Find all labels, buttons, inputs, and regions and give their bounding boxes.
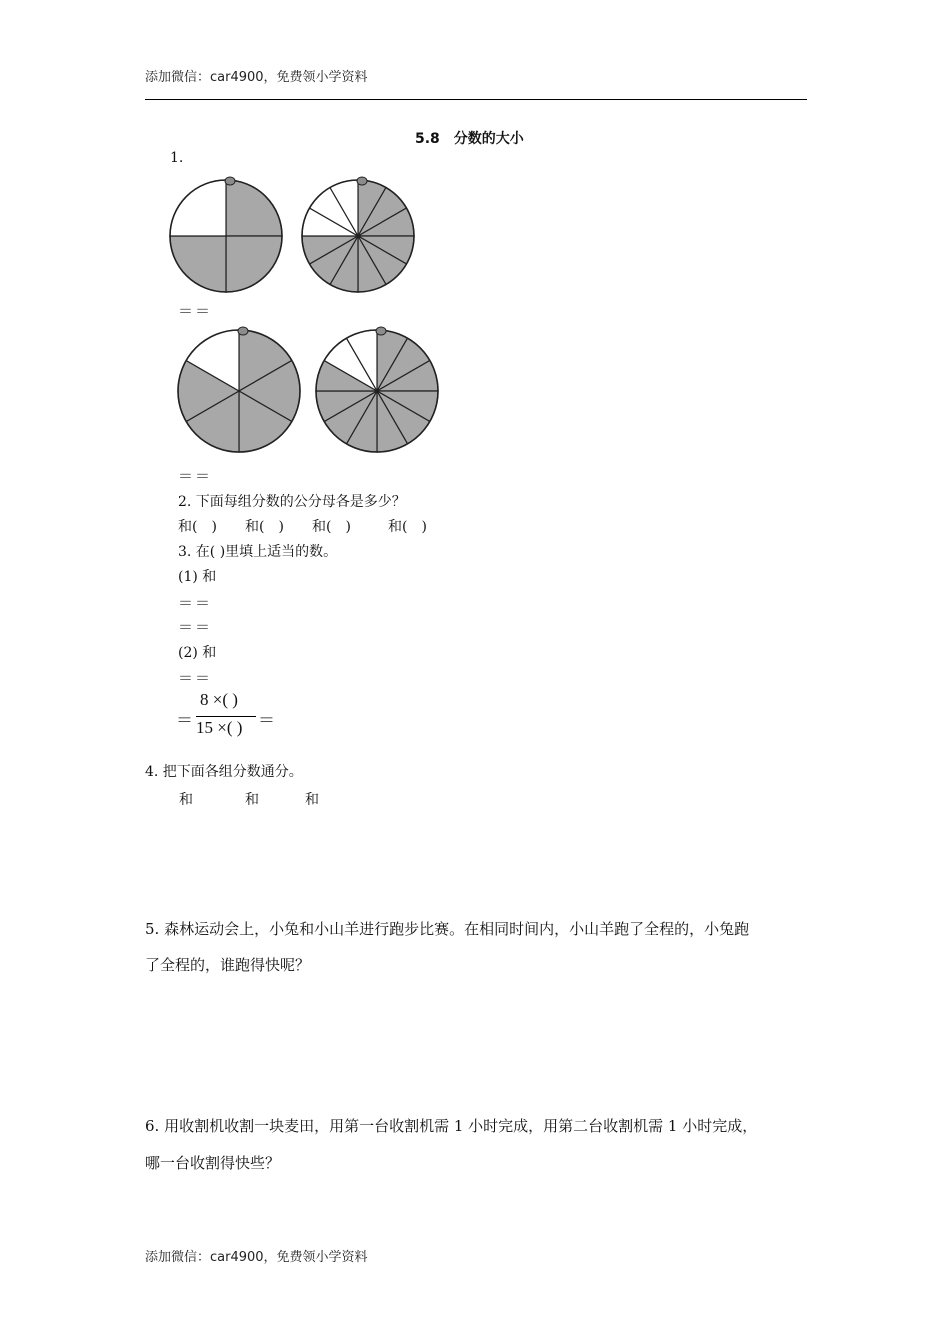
q4-label: 4. 把下面各组分数通分。 xyxy=(145,764,303,780)
q4-item-2: 和 xyxy=(245,792,259,808)
q3-part1: (1) 和 xyxy=(178,569,217,585)
q5-line-2: 了全程的，谁跑得快呢？ xyxy=(145,956,311,974)
fraction-equals-left: ＝ xyxy=(176,711,193,731)
page-header: 添加微信：car4900，免费领小学资料 xyxy=(145,70,368,85)
q1-row1-equals: ＝＝ xyxy=(178,302,213,320)
stem-icon xyxy=(357,177,367,185)
stem-icon xyxy=(376,327,386,335)
pie-circle-1 xyxy=(168,176,284,296)
fraction-numerator: 8 ×( ) xyxy=(200,690,238,709)
fraction-equals-right: ＝ xyxy=(258,711,275,731)
q6-line-1: 6. 用收割机收割一块麦田，用第一台收割机需 1 小时完成，用第二台收割机需 1 小时完成， xyxy=(145,1117,758,1135)
q1-row2-equals: ＝＝ xyxy=(178,467,213,485)
q3-part2: (2) 和 xyxy=(178,645,217,661)
q2-item-4: 和( ) xyxy=(388,519,427,535)
page-footer: 添加微信：car4900，免费领小学资料 xyxy=(145,1250,368,1265)
pie-circle-2 xyxy=(300,176,416,296)
q2-label: 2. 下面每组分数的公分母各是多少？ xyxy=(178,494,406,510)
fraction-denominator: 15 ×( ) xyxy=(196,718,243,737)
q4-item-3: 和 xyxy=(305,792,319,808)
fraction-bar xyxy=(196,716,256,717)
page-title: 5.8 分数的大小 xyxy=(415,131,524,147)
q5-line-1: 5. 森林运动会上，小兔和小山羊进行跑步比赛。在相同时间内，小山羊跑了全程的，小兔跑 xyxy=(145,920,750,938)
stem-icon xyxy=(238,327,248,335)
stem-icon xyxy=(225,177,235,185)
pie-circle-4 xyxy=(314,326,440,456)
q3-part1-equals-2: ＝＝ xyxy=(178,618,213,636)
q3-label: 3. 在( )里填上适当的数。 xyxy=(178,544,338,560)
q3-part2-equals: ＝＝ xyxy=(178,669,213,687)
header-rule xyxy=(145,99,807,100)
q2-item-3: 和( ) xyxy=(312,519,351,535)
q1-label: 1. xyxy=(170,150,184,166)
q4-item-1: 和 xyxy=(179,792,193,808)
q2-item-1: 和( ) xyxy=(178,519,217,535)
q3-fraction xyxy=(176,690,286,742)
q6-line-2: 哪一台收割得快些？ xyxy=(145,1154,281,1172)
q2-item-2: 和( ) xyxy=(245,519,284,535)
q3-part1-equals-1: ＝＝ xyxy=(178,594,213,612)
pie-circle-3 xyxy=(176,326,302,456)
